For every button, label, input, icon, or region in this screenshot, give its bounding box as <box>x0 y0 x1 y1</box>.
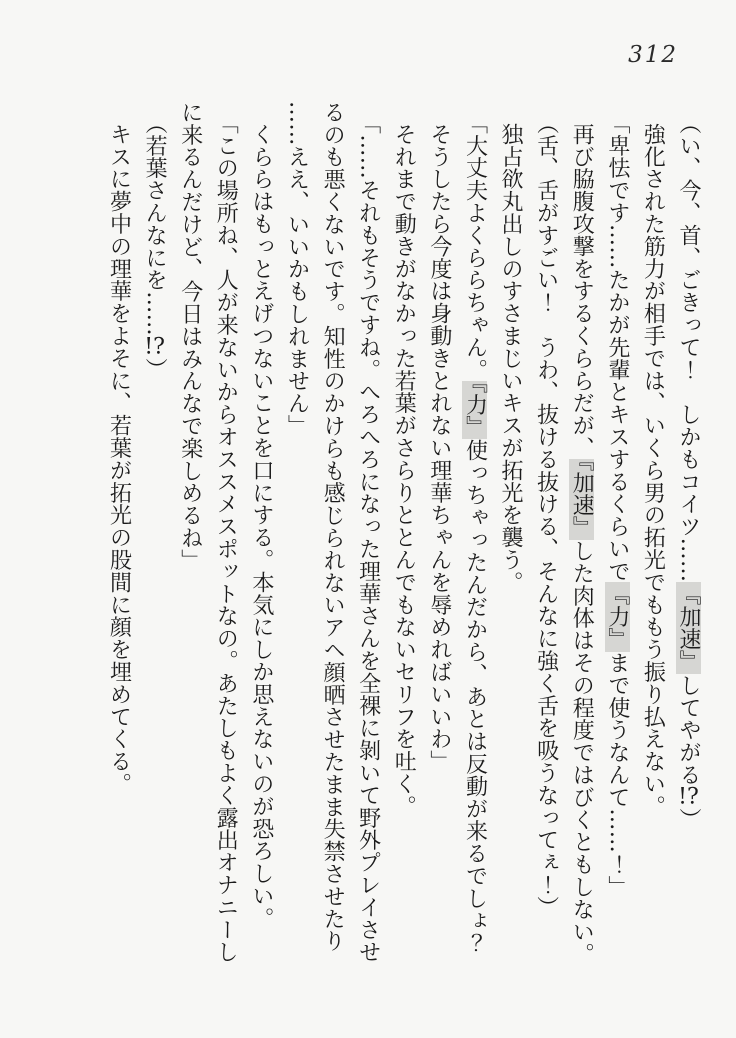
text-line-13: くららはもっとえげつないことを口にする。本気にしか思えないのが恐ろしい。 <box>248 123 274 930</box>
text-line-4: 再び脇腹攻撃をするくららだが、『加速』した肉体はその程度ではびくともしない。 <box>569 123 595 966</box>
text-line-10: 「……それもそうですね。へろへろになった理華さんを全裸に剝いて野外プレイさせ <box>355 112 381 964</box>
text-line-12: ……ええ、いいかもしれません」 <box>284 101 310 437</box>
text-line-5: （舌、舌がすごい！ うわ、抜ける抜ける、そんなに強く舌を吸うなってぇ！） <box>533 112 559 919</box>
text-line-1: （い、今、首、ごきって！ しかもコイツ……『加速』してやがる!?） <box>676 112 701 831</box>
text-line-14: 「この場所ね、人が来ないからオススメスポットなの。あたしもよく露出オナニーし <box>213 112 239 964</box>
text-line-16: （若葉さんなにを……!?） <box>142 112 168 381</box>
ability-highlight: 『加速』 <box>676 583 701 674</box>
text-line-17: キスに夢中の理華をよそに、若葉が拓光の股間に顔を埋めてくる。 <box>106 123 132 795</box>
page-number: 312 <box>628 42 678 68</box>
tate-chu-yoko: !? <box>144 336 165 358</box>
text-line-8: そうしたら今度は身動きとれない理華ちゃんを辱めればいいわ」 <box>426 123 452 773</box>
ability-highlight: 『加速』 <box>569 460 595 539</box>
tate-chu-yoko: !? <box>678 786 699 809</box>
text-line-3: 「卑怯です……たかが先輩とキスするくらいで『力』まで使うなんて……！」 <box>604 112 630 899</box>
page-text <box>101 101 706 966</box>
text-line-6: 独占欲丸出しのすさまじいキスが拓光を襲う。 <box>498 123 524 594</box>
text-line-15: に来るんだけど、今日はみんなで楽しめるね」 <box>177 101 203 572</box>
text-line-9: それまで動きがなかった若葉がさらりととんでもないセリフを吐く。 <box>391 123 417 818</box>
text-line-11: るのも悪くないです。知性のかけらも感じられないアヘ顔晒させたまま失禁させたり <box>320 101 346 953</box>
ability-highlight: 『力』 <box>462 381 488 439</box>
ability-highlight: 『力』 <box>604 583 630 651</box>
text-line-2: 強化された筋力が相手では、いくら男の拓光でももう振り払えない。 <box>640 123 666 818</box>
text-line-7: 「大丈夫よくららちゃん。『力』使っちゃったんだから、あとは反動が来るでしょ？ <box>462 112 488 955</box>
